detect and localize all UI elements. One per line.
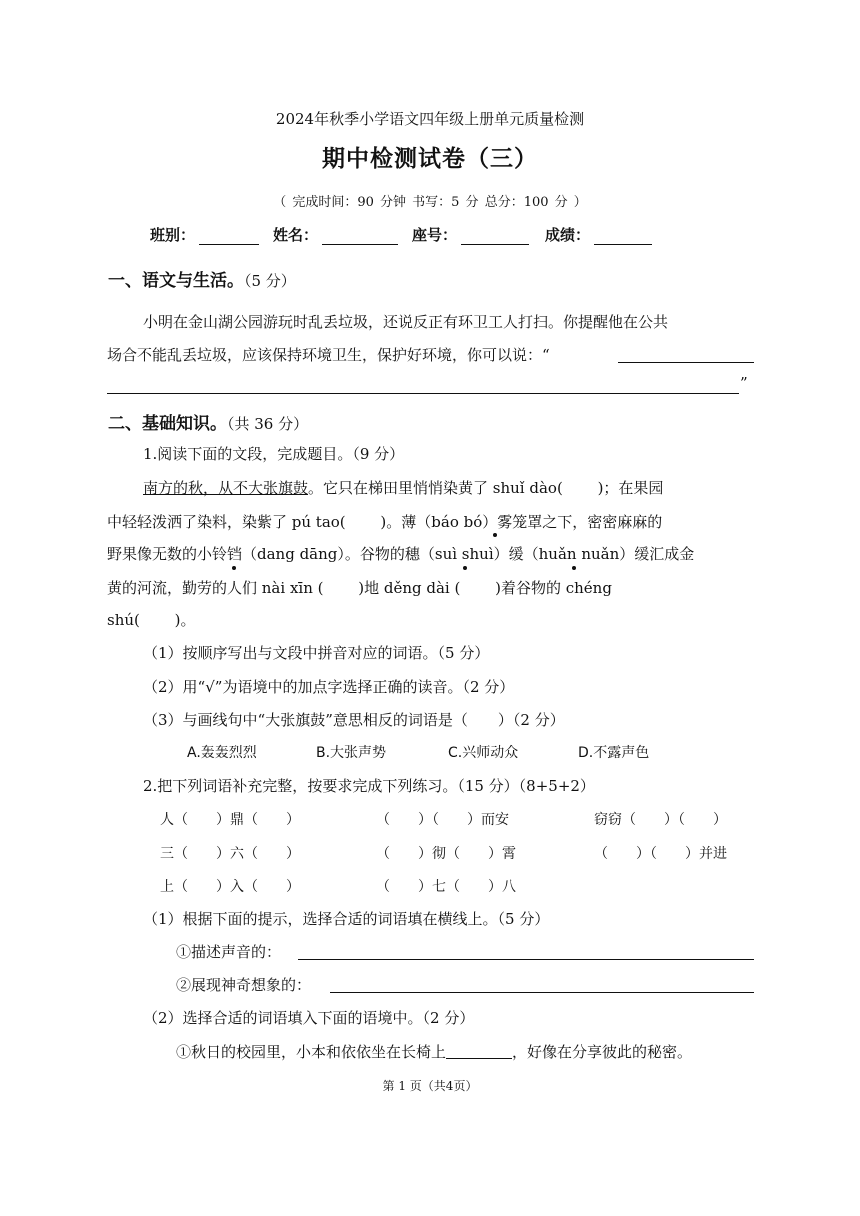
emphasis-dot	[232, 566, 236, 570]
q2-sub2: （2）选择合适的词语填入下面的语境中。（2 分）	[143, 1009, 475, 1027]
q2-sub1: （1）根据下面的提示，选择合适的词语填在横线上。（5 分）	[143, 910, 550, 928]
section1-heading	[108, 266, 296, 291]
score-field[interactable]	[545, 224, 652, 245]
class-blank[interactable]	[199, 228, 259, 245]
emphasis-dot	[463, 566, 467, 570]
section2-points: （共 36 分）	[227, 415, 309, 433]
student-info-fields	[150, 224, 666, 245]
context-part2: ，好像在分享彼此的秘密。	[512, 1043, 693, 1061]
page-footer: 第 1 页（共4页）	[382, 1079, 478, 1093]
option-c[interactable]: C.兴师动众	[448, 745, 519, 761]
name-label: 姓名：	[273, 226, 319, 244]
idiom-5[interactable]: （ ）彻（ ）霄	[376, 846, 516, 862]
class-label: 班别：	[150, 226, 196, 244]
section1-line2: 场合不能乱丢垃圾，应该保持环境卫生，保护好环境，你可以说：“	[107, 346, 550, 364]
section1-line1: 小明在金山湖公园游玩时乱丢垃圾，还说反正有环卫工人打扫。你提醒他在公共	[143, 313, 669, 331]
underlined-sentence: 南方的秋，从不大张旗鼓	[143, 479, 309, 497]
idiom-7[interactable]: 上（ ）入（ ）	[160, 879, 300, 895]
idiom-8[interactable]: （ ）七（ ）八	[376, 879, 516, 895]
q2-title: 2.把下列词语补充完整，按要求完成下列练习。（15 分）（8+5+2）	[143, 777, 595, 795]
score-blank[interactable]	[594, 228, 652, 245]
q1-para-line5: shú( )。	[107, 611, 196, 629]
seat-blank[interactable]	[461, 228, 529, 245]
hint-sound: ①描述声音的：	[176, 943, 282, 961]
context-sentence	[176, 1041, 692, 1062]
answer-line-imagination[interactable]	[330, 992, 754, 993]
q1-sub2: （2）用“√”为语境中的加点字选择正确的读音。（2 分）	[143, 678, 515, 696]
name-field[interactable]	[273, 224, 398, 245]
context-blank[interactable]	[446, 1042, 512, 1059]
emphasis-dot	[493, 533, 497, 537]
exam-info: （ 完成时间：90 分钟 书写：5 分 总分：100 分 ）	[273, 195, 587, 210]
answer-line-1[interactable]	[618, 362, 754, 363]
idiom-2[interactable]: （ ）（ ）而安	[376, 812, 509, 828]
q1-sub3: （3）与画线句中“大张旗鼓”意思相反的词语是（ ）（2 分）	[143, 711, 565, 729]
answer-line-2[interactable]	[107, 393, 739, 394]
section2-heading	[108, 409, 308, 434]
class-field[interactable]	[150, 224, 259, 245]
section2-title: 二、基础知识。	[108, 414, 227, 434]
exam-title: 期中检测试卷（三）	[322, 146, 538, 172]
exam-subtitle: 2024年秋季小学语文四年级上册单元质量检测	[275, 110, 585, 128]
idiom-1[interactable]: 人（ ）鼎（ ）	[160, 812, 300, 828]
section1-title: 一、语文与生活。	[108, 271, 244, 291]
q1-title: 1.阅读下面的文段，完成题目。（9 分）	[143, 445, 405, 463]
option-b[interactable]: B.大张声势	[316, 745, 387, 761]
idiom-3[interactable]: 窃窃（ ）（ ）	[594, 812, 727, 828]
section1-points: （5 分）	[244, 272, 296, 290]
q1-para-line2: 中轻轻泼洒了染料，染紫了 pú tao( )。薄（báo bó）雾笼罩之下，密密麻麻的	[107, 513, 663, 531]
idiom-6[interactable]: （ ）（ ）并进	[594, 846, 727, 862]
q1-para-line4: 黄的河流，勤劳的人们 nài xīn ( )地 děng dài ( )着谷物的 chéng	[107, 579, 612, 597]
answer-line-sound[interactable]	[298, 959, 754, 960]
q1-para-line3: 野果像无数的小铃铛（dang dāng）。谷物的穗（suì shuì）缓（huǎn nuǎn）缓汇成金	[107, 545, 695, 563]
option-a[interactable]: A.轰轰烈烈	[187, 745, 257, 761]
seat-field[interactable]	[412, 224, 529, 245]
para-line1-rest: 。它只在梯田里悄悄染黄了 shuǐ dào( )；在果园	[308, 479, 664, 497]
option-d[interactable]: D.不露声色	[578, 745, 650, 761]
score-label: 成绩：	[545, 226, 591, 244]
seat-label: 座号：	[412, 226, 458, 244]
name-blank[interactable]	[322, 228, 398, 245]
q1-para-line1	[143, 477, 663, 498]
close-quote: ”	[740, 374, 748, 392]
hint-imagination: ②展现神奇想象的：	[176, 976, 312, 994]
q1-sub1: （1）按顺序写出与文段中拼音对应的词语。（5 分）	[143, 644, 490, 662]
context-part1: ①秋日的校园里，小本和依依坐在长椅上	[176, 1043, 447, 1061]
emphasis-dot	[572, 566, 576, 570]
idiom-4[interactable]: 三（ ）六（ ）	[160, 846, 300, 862]
